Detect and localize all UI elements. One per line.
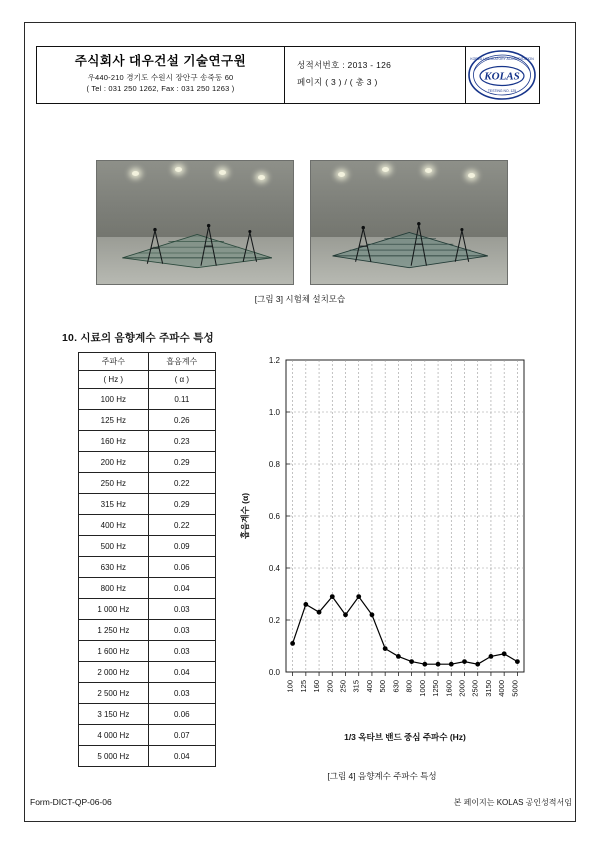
data-point-marker	[489, 654, 494, 659]
frequency-response-chart	[232, 352, 532, 762]
y-tick-label: 1.0	[268, 408, 280, 417]
cell-frequency: 315 Hz	[79, 494, 149, 515]
x-tick-label: 100	[285, 680, 295, 693]
cell-coefficient: 0.03	[148, 599, 215, 620]
x-tick-label: 800	[404, 680, 414, 693]
cell-frequency: 250 Hz	[79, 473, 149, 494]
data-point-marker	[502, 651, 507, 656]
y-axis-label: 흡음계수 (α)	[240, 492, 250, 540]
cell-frequency: 1 600 Hz	[79, 641, 149, 662]
cell-coefficient: 0.26	[148, 410, 215, 431]
cell-frequency: 630 Hz	[79, 557, 149, 578]
cell-frequency: 2 000 Hz	[79, 662, 149, 683]
cell-frequency: 200 Hz	[79, 452, 149, 473]
x-tick-label: 160	[312, 680, 322, 693]
x-tick-label: 3150	[483, 680, 493, 697]
cell-coefficient: 0.11	[148, 389, 215, 410]
photo-specimen-frame	[109, 213, 281, 270]
table-row	[79, 452, 216, 473]
company-address-line1: 우440-210 경기도 수원시 장안구 송죽동 60	[87, 73, 234, 82]
cell-frequency: 5 000 Hz	[79, 746, 149, 767]
data-point-marker	[462, 659, 467, 664]
cell-coefficient: 0.03	[148, 641, 215, 662]
svg-text:KOREA LABORATORY ACCREDITATION: KOREA LABORATORY ACCREDITATION	[470, 57, 534, 61]
table-row	[79, 746, 216, 767]
table-header-row-1	[79, 353, 216, 371]
header-company-block	[37, 47, 285, 103]
column-header-frequency-unit: ( Hz )	[79, 371, 149, 389]
table-header-row-2	[79, 371, 216, 389]
table-row	[79, 557, 216, 578]
cell-coefficient: 0.06	[148, 557, 215, 578]
cell-frequency: 1 000 Hz	[79, 599, 149, 620]
data-point-marker	[356, 594, 361, 599]
table-row	[79, 641, 216, 662]
cell-frequency: 125 Hz	[79, 410, 149, 431]
column-header-coefficient-unit: ( α )	[148, 371, 215, 389]
cell-coefficient: 0.03	[148, 683, 215, 704]
footer-form-code: Form-DICT-QP-06-06	[30, 797, 112, 807]
data-point-marker	[330, 594, 335, 599]
data-point-marker	[449, 662, 454, 667]
data-point-marker	[409, 659, 414, 664]
table-row	[79, 578, 216, 599]
cell-frequency: 1 250 Hz	[79, 620, 149, 641]
data-point-marker	[515, 659, 520, 664]
table-row	[79, 389, 216, 410]
x-tick-label: 1000	[417, 680, 427, 697]
absorption-coefficient-table	[78, 352, 216, 767]
cell-coefficient: 0.06	[148, 704, 215, 725]
data-point-marker	[317, 610, 322, 615]
cell-frequency: 4 000 Hz	[79, 725, 149, 746]
x-tick-label: 2500	[470, 680, 480, 697]
table-row	[79, 725, 216, 746]
data-point-marker	[396, 654, 401, 659]
company-address-line2: ( Tel : 031 250 1262, Fax : 031 250 1263 )	[86, 84, 235, 93]
column-header-coefficient: 흡음계수	[148, 353, 215, 371]
x-tick-label: 1600	[444, 680, 454, 697]
table-row	[79, 599, 216, 620]
table-row	[79, 410, 216, 431]
x-tick-label: 315	[351, 680, 361, 693]
cell-frequency: 500 Hz	[79, 536, 149, 557]
x-tick-label: 500	[378, 680, 388, 693]
x-tick-label: 4000	[497, 680, 507, 697]
cell-frequency: 800 Hz	[79, 578, 149, 599]
table-row	[79, 662, 216, 683]
data-point-marker	[290, 641, 295, 646]
table-row	[79, 704, 216, 725]
cell-frequency: 400 Hz	[79, 515, 149, 536]
data-point-marker	[422, 662, 427, 667]
cell-coefficient: 0.04	[148, 662, 215, 683]
section-title: 10. 시료의 음향계수 주파수 특성	[62, 332, 214, 344]
x-tick-label: 250	[338, 680, 348, 693]
cell-coefficient: 0.09	[148, 536, 215, 557]
x-tick-label: 125	[298, 680, 308, 693]
y-tick-label: 0.0	[268, 668, 280, 677]
x-axis-label: 1/3 옥타브 밴드 중심 주파수 (Hz)	[344, 732, 466, 742]
cell-coefficient: 0.03	[148, 620, 215, 641]
data-point-marker	[383, 646, 388, 651]
x-tick-label: 630	[391, 680, 401, 693]
svg-text:KOLAS: KOLAS	[484, 70, 520, 83]
chart-caption: [그림 4] 음향계수 주파수 특성	[327, 771, 437, 781]
table-row	[79, 620, 216, 641]
x-tick-label: 5000	[510, 680, 520, 697]
x-tick-label: 1250	[431, 680, 441, 697]
table-row	[79, 431, 216, 452]
svg-text:TESTING NO. 125: TESTING NO. 125	[487, 89, 517, 93]
chart-plot-area	[286, 360, 524, 672]
y-tick-label: 0.8	[268, 460, 280, 469]
cell-coefficient: 0.29	[148, 494, 215, 515]
cell-frequency: 160 Hz	[79, 431, 149, 452]
cell-frequency: 2 500 Hz	[79, 683, 149, 704]
cell-coefficient: 0.23	[148, 431, 215, 452]
cell-coefficient: 0.04	[148, 746, 215, 767]
company-name: 주식회사 대우건설 기술연구원	[74, 54, 247, 68]
photo-specimen-frame	[323, 213, 495, 270]
data-point-marker	[343, 612, 348, 617]
photo-test-setup-right	[310, 160, 508, 285]
x-tick-label: 200	[325, 680, 335, 693]
photo-caption: [그림 3] 시험체 설치모습	[254, 294, 346, 304]
cell-frequency: 3 150 Hz	[79, 704, 149, 725]
data-point-marker	[475, 662, 480, 667]
data-point-marker	[303, 602, 308, 607]
x-tick-label: 400	[364, 680, 374, 693]
column-header-frequency: 주파수	[79, 353, 149, 371]
table-row	[79, 683, 216, 704]
header-table	[36, 46, 466, 104]
cell-coefficient: 0.04	[148, 578, 215, 599]
page-number: 페이지 ( 3 ) / ( 총 3 )	[297, 77, 378, 87]
cell-coefficient: 0.22	[148, 515, 215, 536]
table-row	[79, 515, 216, 536]
table-row	[79, 494, 216, 515]
photo-row	[96, 160, 508, 285]
data-point-marker	[436, 662, 441, 667]
report-number: 성적서번호 : 2013 - 126	[297, 60, 392, 70]
kolas-logo	[466, 46, 540, 104]
cell-frequency: 100 Hz	[79, 389, 149, 410]
y-tick-label: 1.2	[268, 356, 280, 365]
y-tick-label: 0.2	[268, 616, 280, 625]
cell-coefficient: 0.29	[148, 452, 215, 473]
footer-kolas-note: 본 페이지는 KOLAS 공인성적서임	[453, 798, 572, 807]
y-tick-label: 0.6	[268, 512, 280, 521]
data-point-marker	[370, 612, 375, 617]
header-report-block	[285, 47, 465, 103]
y-tick-label: 0.4	[268, 564, 280, 573]
table-row	[79, 473, 216, 494]
x-tick-label: 2000	[457, 680, 467, 697]
table-row	[79, 536, 216, 557]
photo-test-setup-left	[96, 160, 294, 285]
cell-coefficient: 0.22	[148, 473, 215, 494]
cell-coefficient: 0.07	[148, 725, 215, 746]
